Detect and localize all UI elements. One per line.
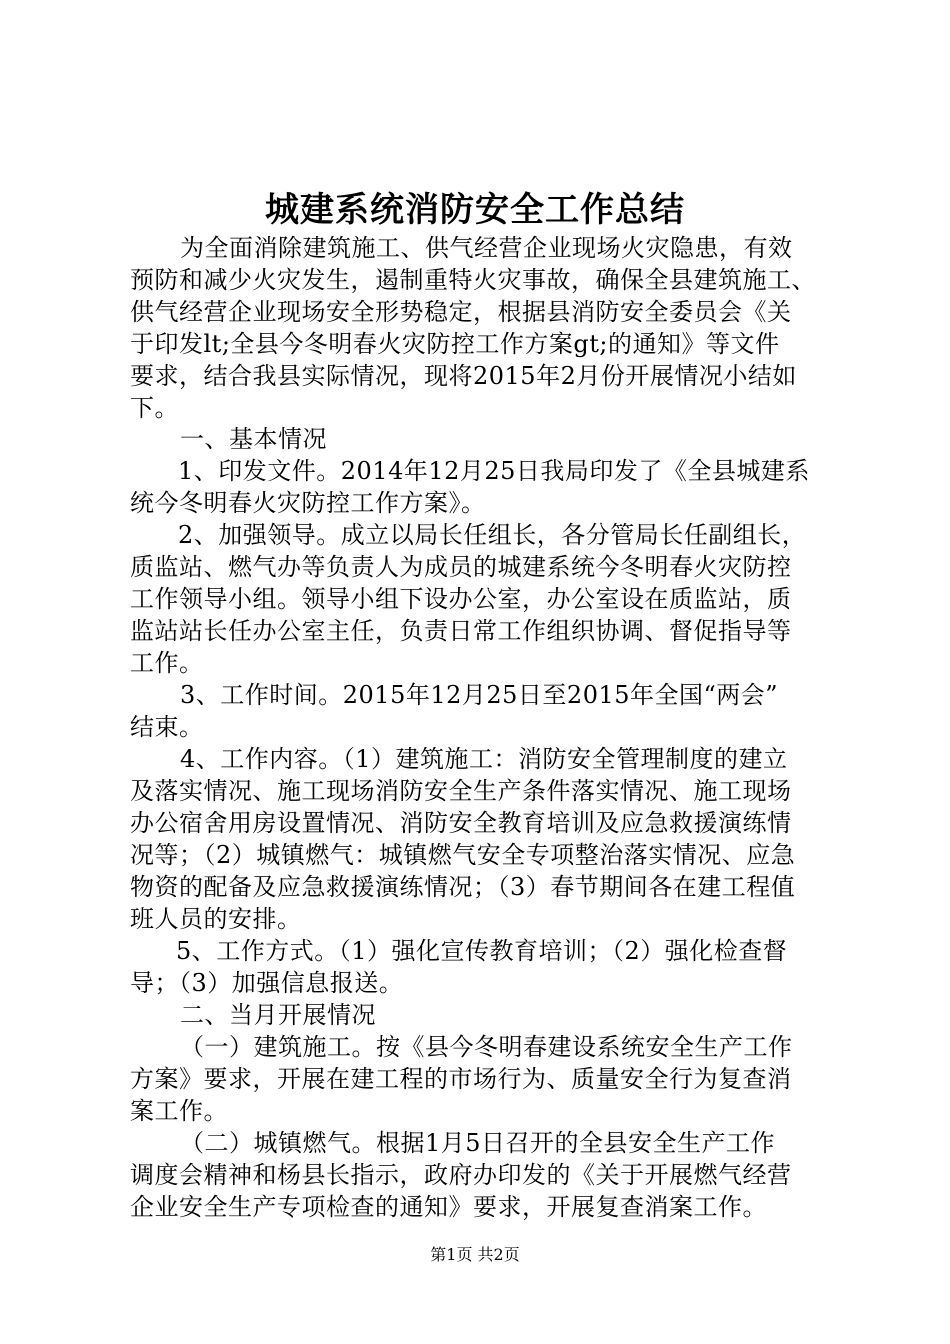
text-line: 于印发lt;全县今冬明春火灾防控工作方案gt;的通知》等文件	[130, 330, 780, 358]
text-line: 5、工作方式。（1）强化宣传教育培训；（2）强化检查督	[176, 937, 788, 965]
page-number-footer: 第1页 共2页	[430, 1245, 520, 1264]
text-line: 2、加强领导。成立以局长任组长，各分管局长任副组长，	[178, 521, 807, 549]
text-line: 调度会精神和杨县长指示，政府办印发的《关于开展燃气经营	[130, 1161, 792, 1189]
text-line: 办公宿舍用房设置情况、消防安全教育培训及应急救援演练情	[130, 809, 792, 837]
text-line: 导；（3）加强信息报送。	[130, 969, 404, 997]
text-line: （二）城镇燃气。根据1月5日召开的全县安全生产工作	[180, 1129, 776, 1157]
text-line: 为全面消除建筑施工、供气经营企业现场火灾隐患，有效	[180, 234, 793, 262]
text-line: 案工作。	[130, 1097, 228, 1125]
text-line: 方案》要求，开展在建工程的市场行为、质量安全行为复查消	[130, 1065, 792, 1093]
text-line: 预防和减少火灾发生，遏制重特火灾事故，确保全县建筑施工、	[130, 266, 816, 294]
text-line: 物资的配备及应急救援演练情况；（3）春节期间各在建工程值	[130, 873, 796, 901]
text-line: （一）建筑施工。按《县今冬明春建设系统安全生产工作	[180, 1033, 793, 1061]
text-line: 统今冬明春火灾防控工作方案》。	[130, 489, 486, 517]
text-line: 下。	[130, 394, 179, 422]
text-line: 班人员的安排。	[130, 905, 302, 933]
text-line: 4、工作内容。（1）建筑施工：消防安全管理制度的建立	[180, 745, 788, 773]
text-line: 及落实情况、施工现场消防安全生产条件落实情况、施工现场	[130, 777, 792, 805]
text-line: 结束。	[130, 713, 204, 741]
text-line: 况等；（2）城镇燃气：城镇燃气安全专项整治落实情况、应急	[130, 841, 796, 869]
text-line: 质监站、燃气办等负责人为成员的城建系统今冬明春火灾防控	[130, 553, 792, 581]
text-line: 监站站长任办公室主任，负责日常工作组织协调、督促指导等	[130, 617, 792, 645]
text-line: 供气经营企业现场安全形势稳定，根据县消防安全委员会《关	[130, 298, 792, 326]
section-heading: 一、基本情况	[180, 425, 327, 453]
text-line: 工作领导小组。领导小组下设办公室，办公室设在质监站，质	[130, 585, 792, 613]
text-line: 企业安全生产专项检查的通知》要求，开展复查消案工作。	[130, 1193, 767, 1221]
text-line: 工作。	[130, 649, 204, 677]
text-line: 3、工作时间。2015年12月25日至2015年全国“两会”	[180, 681, 779, 709]
document-title: 城建系统消防安全工作总结	[265, 190, 685, 230]
text-line: 1、印发文件。2014年12月25日我局印发了《全县城建系	[178, 457, 810, 485]
section-heading: 二、当月开展情况	[180, 1001, 376, 1029]
text-line: 要求，结合我县实际情况，现将2015年2月份开展情况小结如	[130, 362, 797, 390]
